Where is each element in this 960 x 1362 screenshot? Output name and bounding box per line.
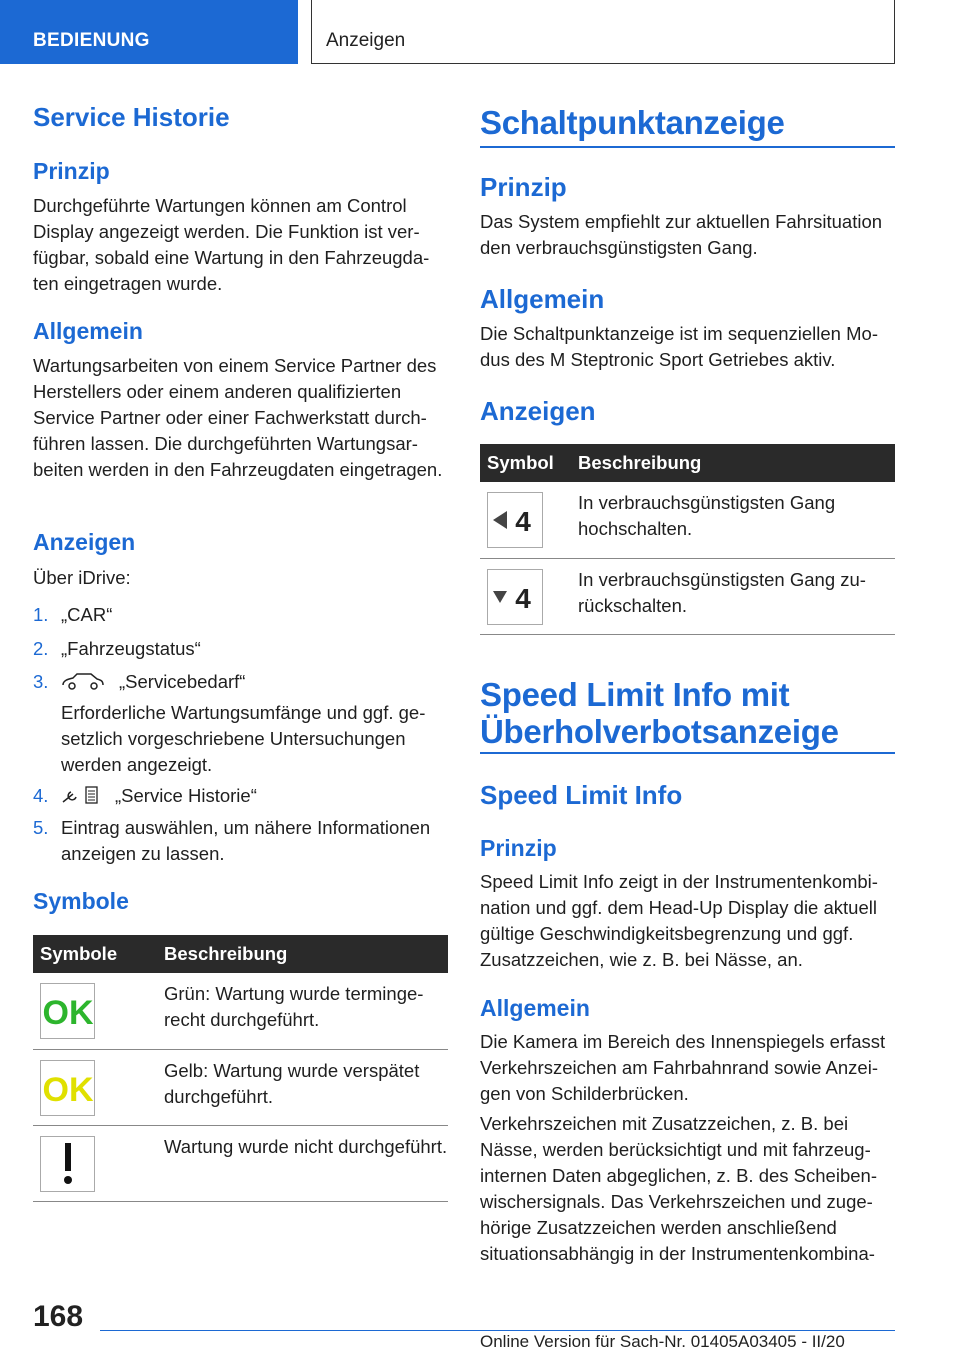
list-text: „Service Historie“ xyxy=(115,785,257,806)
table-cell-desc: In verbrauchsgünstigsten Gang zurückschalten. xyxy=(571,558,895,634)
gear-up-4-icon xyxy=(487,492,543,548)
table-cell-symbol xyxy=(480,558,571,634)
footer-rule xyxy=(100,1330,895,1331)
list-text: „Servicebedarf“ xyxy=(119,671,246,692)
heading-prinzip: Prinzip xyxy=(480,835,557,861)
paragraph-sli-prinzip: Speed Limit Info zeigt in der Instrumentenkombination und ggf. dem Head-Up Display die aktuell gültige Geschwindigkeitsbegrenzung und ggf. Zusatzzeichen, wie z. B. bei Nässe, an. xyxy=(480,871,878,970)
table-cell-symbol xyxy=(33,973,157,1049)
paragraph-sli-allgemein-1: Die Kamera im Bereich des Innenspiegels erfasst Verkehrszeichen am Fahrbahnrand sowie Anzeigen von Schilderbrücken. xyxy=(480,1031,886,1104)
svg-text:4: 4 xyxy=(515,582,531,611)
ok-yellow-icon xyxy=(40,1060,95,1116)
footer-online-version: Online Version für Sach-Nr. 01405A03405 - II/20 xyxy=(480,1332,845,1351)
gear-down-4-icon xyxy=(487,569,543,625)
heading-prinzip: Prinzip xyxy=(33,158,110,184)
table-header-symbol: Symbol xyxy=(480,444,571,482)
paragraph-sli-allgemein-2: Verkehrszeichen mit Zusatzzeichen, z. B. bei Nässe, werden berücksichtigt und mit fahrzeuginternen Daten abgeglichen, z. B. des Scheibenwischersignals. Das Verkehrszeichen und zugehörige Zusatzzeichen werden anschließend situationsabhängig in der Instrumentenkombina- xyxy=(480,1113,877,1264)
section-title-speed-limit xyxy=(480,676,839,750)
heading-speed-limit-info: Speed Limit Info xyxy=(480,780,683,810)
symbole-table xyxy=(33,935,448,1202)
heading-anzeigen: Anzeigen xyxy=(480,396,596,426)
exclamation-icon xyxy=(40,1136,95,1192)
heading-allgemein: Allgemein xyxy=(480,995,590,1021)
table-cell-desc: Grün: Wartung wurde termingerecht durchgeführt. xyxy=(157,973,448,1049)
table-cell-symbol xyxy=(480,482,571,558)
table-cell-symbol xyxy=(33,1125,157,1201)
list-number: 3. xyxy=(33,671,49,692)
table-row xyxy=(480,482,895,558)
list-number: 1. xyxy=(33,604,49,625)
table-header-beschreibung: Beschreibung xyxy=(157,935,448,973)
list-text: „CAR“ xyxy=(61,604,113,625)
ok-green-icon xyxy=(40,983,95,1039)
title-underline xyxy=(480,146,895,148)
heading-allgemein: Allgemein xyxy=(480,284,605,314)
schaltpunkt-table xyxy=(480,444,895,635)
table-cell-desc: Gelb: Wartung wurde verspätet durchgeführt. xyxy=(157,1049,448,1125)
heading-allgemein: Allgemein xyxy=(33,318,143,344)
car-icon xyxy=(61,671,105,698)
header-chapter-label: Anzeigen xyxy=(326,30,406,51)
table-cell-desc: In verbrauchsgünstigsten Gang hochschalten. xyxy=(571,482,895,558)
header-section-tab xyxy=(0,0,298,64)
header-section-label: BEDIENUNG xyxy=(33,30,150,51)
list-number: 5. xyxy=(33,817,49,838)
list-text: „Fahrzeugstatus“ xyxy=(61,638,201,659)
svg-text:OK: OK xyxy=(42,994,93,1028)
paragraph-prinzip: Das System empfiehlt zur aktuellen Fahrsituation den verbrauchsgünstigsten Gang. xyxy=(480,211,883,258)
page-number: 168 xyxy=(33,1300,84,1333)
heading-anzeigen: Anzeigen xyxy=(33,529,136,555)
table-header-beschreibung: Beschreibung xyxy=(571,444,895,482)
table-cell-desc: Wartung wurde nicht durchgeführt. xyxy=(157,1125,448,1201)
table-row xyxy=(33,973,448,1049)
section-title-service-historie: Service Historie xyxy=(33,102,230,132)
section-title-schaltpunktanzeige: Schaltpunktanzeige xyxy=(480,104,785,141)
paragraph-prinzip: Durchgeführte Wartungen können am Control Display angezeigt werden. Die Funktion ist verfügbar, sobald eine Wartung in den Fahrzeugdaten eingetragen wurde. xyxy=(33,195,430,294)
header-chapter-box xyxy=(311,0,895,64)
title-underline xyxy=(480,752,895,754)
paragraph-allgemein: Wartungsarbeiten von einem Service Partner des Herstellers oder einem anderen qualifizierten Service Partner oder einer Fachwerkstatt durchführen lassen. Die durchgeführten Wartungsarbeiten werden in den Fahrzeugdaten eingetragen. xyxy=(33,355,443,480)
table-row xyxy=(33,1125,448,1201)
list-text: Eintrag auswählen, um nähere Informationen anzeigen zu lassen. xyxy=(61,817,431,864)
paragraph-allgemein: Die Schaltpunktanzeige ist im sequenziellen Modus des M Steptronic Sport Getriebes aktiv. xyxy=(480,323,878,370)
section-title-line-1: Speed Limit Info mit xyxy=(480,676,790,713)
list-number: 4. xyxy=(33,785,49,806)
list-subtext: Erforderliche Wartungsumfänge und ggf. gesetzlich vorgeschriebene Untersuchungen werden angezeigt. xyxy=(61,702,426,775)
svg-text:OK: OK xyxy=(42,1070,93,1105)
section-title-line-2: Überholverbotsanzeige xyxy=(480,713,839,750)
table-header-symbole: Symbole xyxy=(33,935,157,973)
list-number: 2. xyxy=(33,638,49,659)
heading-symbole: Symbole xyxy=(33,888,129,914)
service-history-icon xyxy=(61,784,101,813)
svg-text:4: 4 xyxy=(515,506,531,534)
table-row xyxy=(480,558,895,634)
anzeigen-intro: Über iDrive: xyxy=(33,567,131,588)
heading-prinzip: Prinzip xyxy=(480,172,567,202)
table-row xyxy=(33,1049,448,1125)
table-cell-symbol xyxy=(33,1049,157,1125)
